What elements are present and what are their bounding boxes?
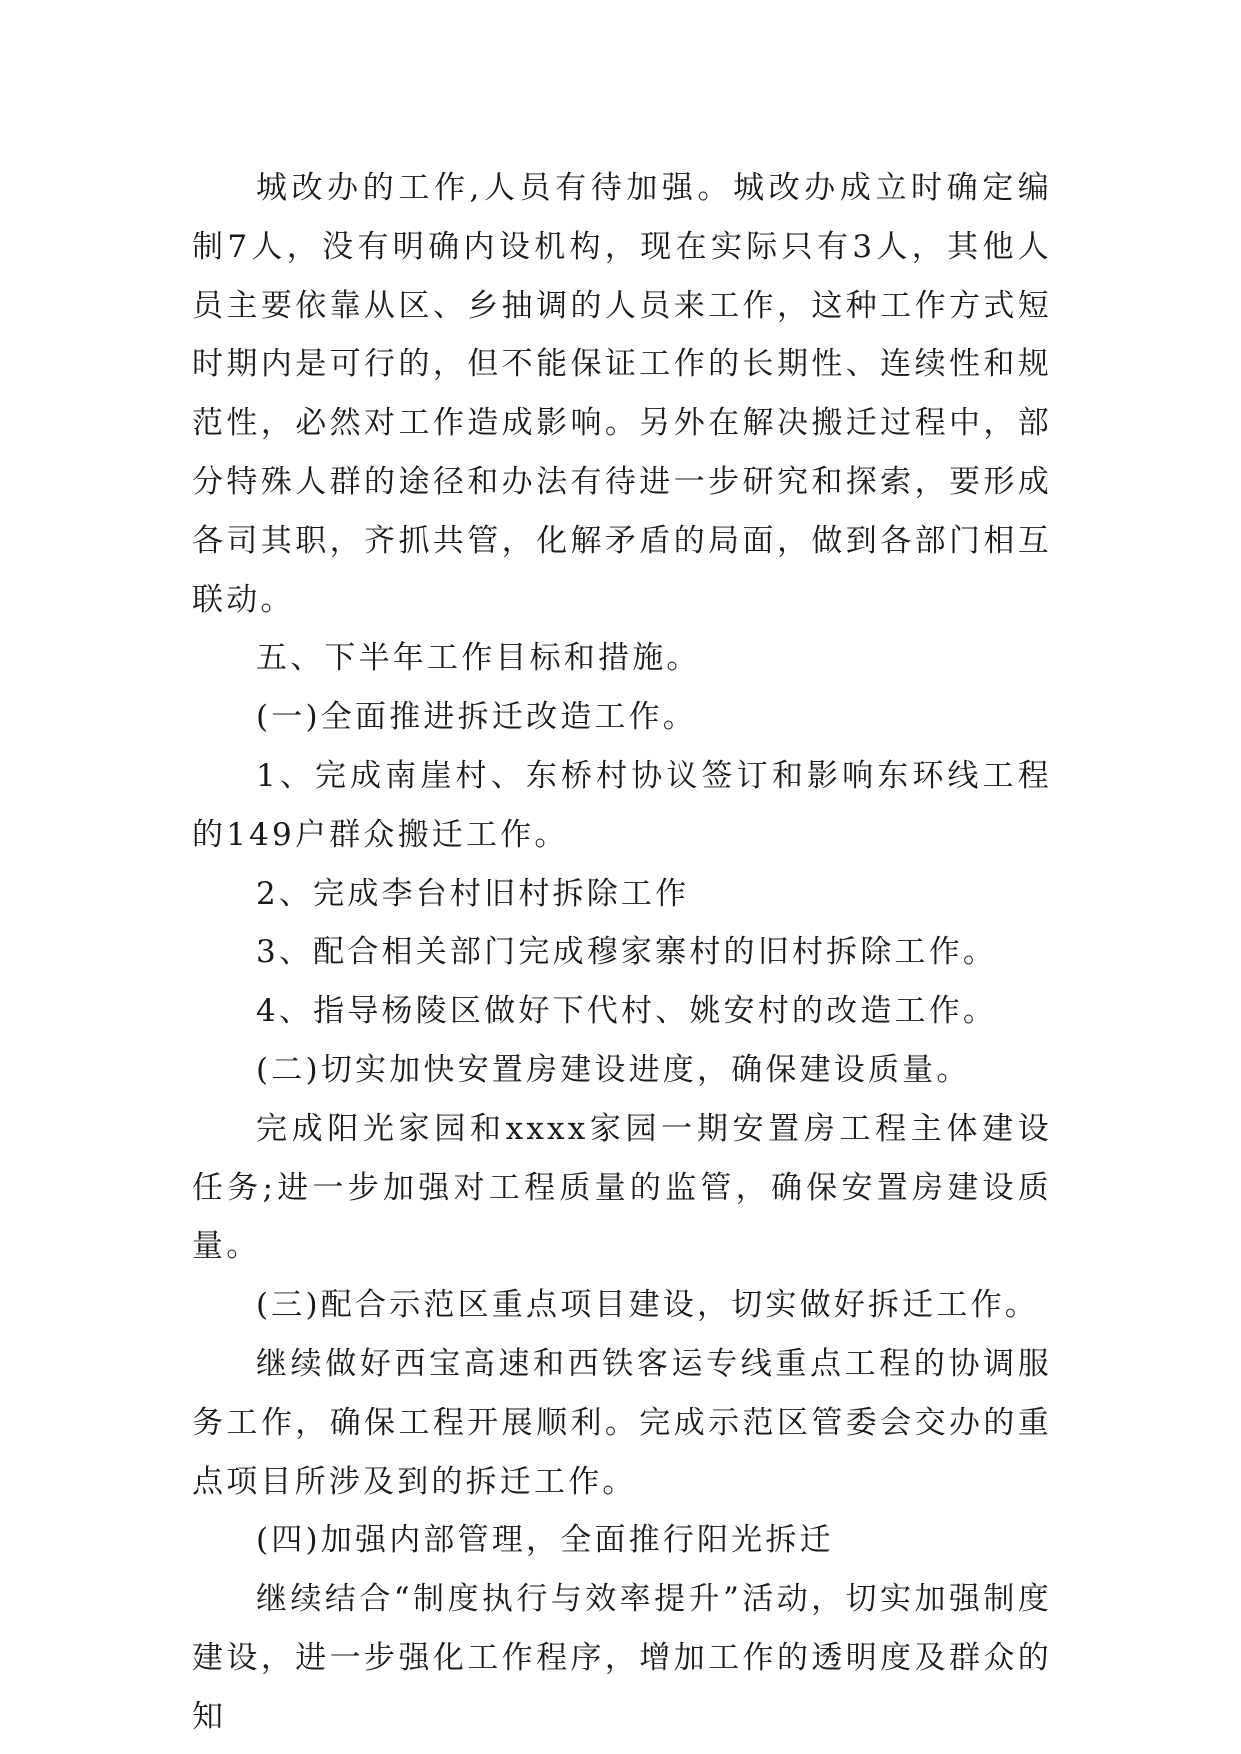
subheading-2: (二)切实加快安置房建设进度，确保建设质量。	[256, 1051, 971, 1088]
document-body	[192, 159, 1052, 1747]
section-heading-5: 五、下半年工作目标和措施。	[256, 640, 701, 677]
paragraph-management: 继续结合“制度执行与效率提升”活动，切实加强制度建设，进一步强化工作程序，增加工作的透明度及群众的知	[192, 1581, 1052, 1735]
subheading-3: (三)配合示范区重点项目建设，切实做好拆迁工作。	[256, 1287, 1039, 1324]
list-item-4: 4、指导杨陵区做好下代村、姚安村的改造工作。	[256, 993, 998, 1030]
paragraph-projects: 继续做好西宝高速和西铁客运专线重点工程的协调服务工作，确保工程开展顺利。完成示范区管委会交办的重点项目所涉及到的拆迁工作。	[192, 1345, 1052, 1500]
list-item-2: 2、完成李台村旧村拆除工作	[256, 875, 690, 912]
paragraph-staffing: 城改办的工作,人员有待加强。城改办成立时确定编制7人，没有明确内设机构，现在实际只有3人，其他人员主要依靠从区、乡抽调的人员来工作，这种工作方式短时期内是可行的，但不能保证工作的长期性、连续性和规范性，必然对工作造成影响。另外在解决搬迁过程中，部分特殊人群的途径和办法有待进一步研究和探索，要形成各司其职，齐抓共管，化解矛盾的局面，做到各部门相互联动。	[192, 170, 1052, 618]
list-item-3: 3、配合相关部门完成穆家寨村的旧村拆除工作。	[256, 934, 998, 971]
subheading-4: (四)加强内部管理，全面推行阳光拆迁	[256, 1522, 834, 1559]
subheading-1: (一)全面推进拆迁改造工作。	[256, 699, 697, 736]
list-item-1: 1、完成南崖村、东桥村协议签订和影响东环线工程的149户群众搬迁工作。	[192, 757, 1052, 853]
paragraph-housing: 完成阳光家园和xxxx家园一期安置房工程主体建设任务;进一步加强对工程质量的监管，确保安置房建设质量。	[192, 1110, 1052, 1265]
